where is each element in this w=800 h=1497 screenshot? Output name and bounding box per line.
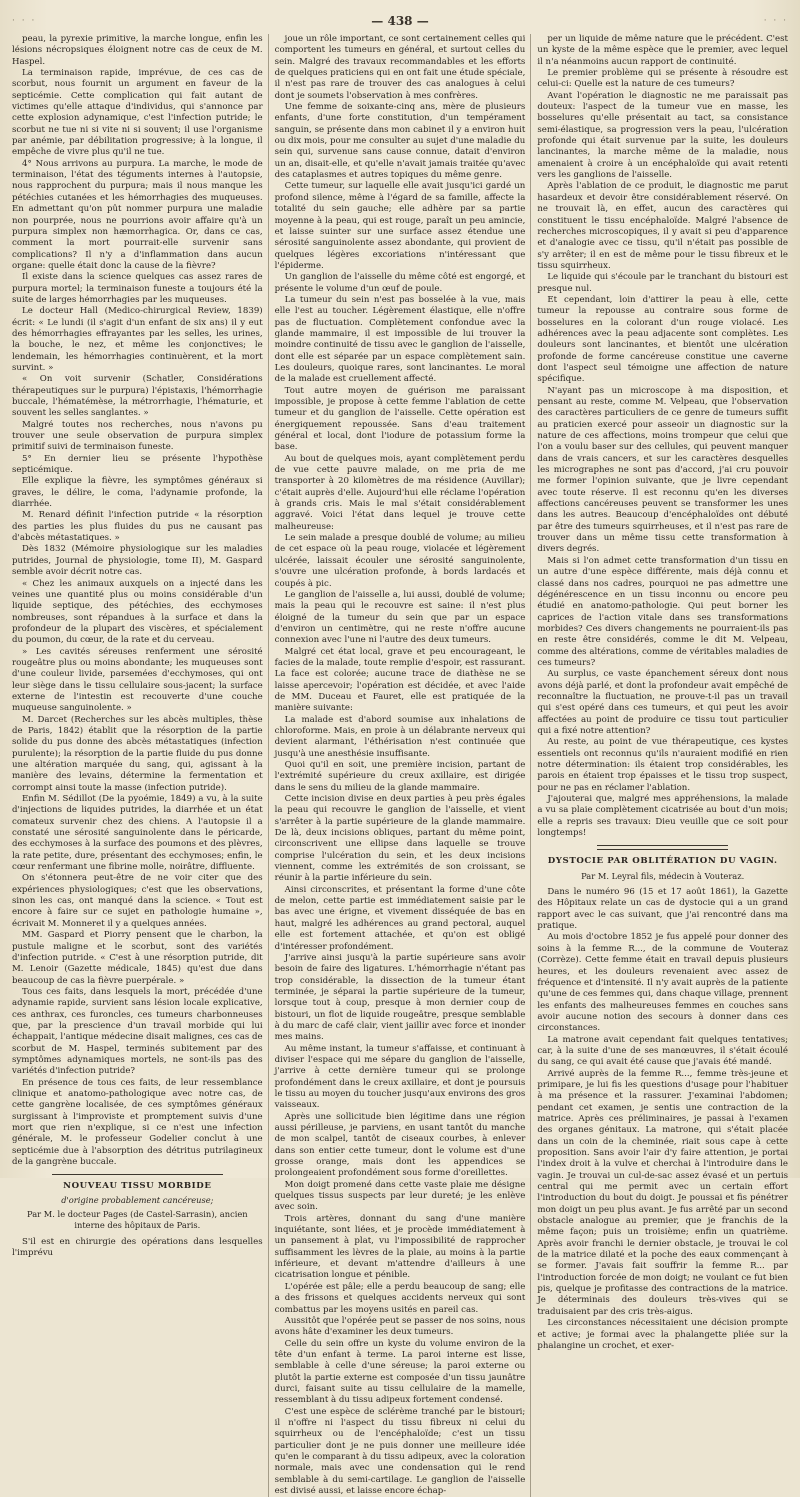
paragraph: Le premier problème qui se présente à résoudre est celui-ci: Quelle est la nature de ces tumeurs? bbox=[537, 68, 788, 90]
paragraph: Cette tumeur, sur laquelle elle avait jusqu'ici gardé un profond silence, même à l'égard de sa famille, affecte la totalité du sein gauche; elle adhère par sa partie moyenne à la peau, qui est rouge, paraît un peu amincie, et laisse suinter sur une surface assez étendue une sérosité sanguinolente assez abondante, qui provient de quelques légères excoriations n'intéressant que l'épiderme. bbox=[274, 181, 526, 271]
paragraph: Mais si l'on admet cette transformation d'un tissu en un autre d'une espèce différente, mais déjà connu et classé dans nos cadres, pourquoi ne pas admettre une dégénérescence en un tissu inconnu ou encore peu étudié en anatomo-pathologie. Qui peut borner les caprices de l'action vitale dans ses transformations morbides? Ces divers changements ne pourraient-ils pas en reste être considérés, comme le dit M. Velpeau, comme des altérations, comme de véritables maladies de ces tumeurs? bbox=[537, 555, 788, 668]
paragraph: 5° En dernier lieu se présente l'hypothèse septicémique. bbox=[12, 453, 263, 476]
header-ornament-right: · · · bbox=[763, 16, 788, 26]
paragraph: Une femme de soixante-cinq ans, mère de plusieurs enfants, d'une forte constitution, d'un tempérament sanguin, se présente dans mon cabinet il y a environ huit ou dix mois, pour me consulter au sujet d'une maladie du sein qui, survenue sans cause connue, datait d'environ un an, disait-elle, et qu'elle n'avait jamais traitée qu'avec des cataplasmes et autres topiques du même genre. bbox=[274, 102, 526, 181]
paragraph: Le sein malade a presque doublé de volume; au milieu de cet espace où la peau rouge, violacée et légèrement ulcérée, laissait écouler une sérosité sanguinolente, s'ouvre une ulcération profonde, à bords lardacés et coupés à pic. bbox=[274, 533, 526, 589]
paragraph: Au bout de quelques mois, ayant complètement perdu de vue cette pauvre malade, on me pria de me transporter à 20 kilomètres de ma résidence (Auvillar); c'était auprès d'elle. Aujourd'hui elle réclame l'opération à grands cris. Mais le mal s'était considérablement aggravé. Voici l'état dans lequel je trouve cette malheureuse: bbox=[274, 453, 526, 532]
paragraph: Au surplus, ce vaste épanchement séreux dont nous avons déjà parlé, et dont la profondeur avait empêché de reconnaître la fluctuation, ne prouve-t-il pas un travail qui s'est opéré dans ces tumeurs, et qui peut les avoir affectées au point de produire ce tissu tout particulier qui a fixé notre attention? bbox=[537, 669, 788, 736]
paragraph: La terminaison rapide, imprévue, de ces cas de scorbut, nous fournit un argument en faveur de la septicémie. Cette complication qui fait autant de victimes qu'elle attaque d'individus, qui s'annonce par cette explosion adynamique, c'est l'infection putride; le scorbut ne tue ni si vite ni si souvent; il use l'organisme par anémie, par débilitation progressive; à la longue, il empêche de vivre plus qu'il ne tue. bbox=[12, 68, 263, 158]
article-byline: Par M. le docteur Pages (de Castel-Sarrasin), ancien interne des hôpitaux de Paris. bbox=[27, 1209, 248, 1231]
paragraph: M. Darcet (Recherches sur les abcès multiples, thèse de Paris, 1842) établit que la résorption de la partie solide du pus donne des abcès métastatiques (infection purulente); la résorption de la partie fluide du pus donne une altération marquée du sang, qui, agissant à la manière des levains, détermine la fermentation et corrompt ainsi toute la masse (infection putride). bbox=[12, 714, 263, 793]
paragraph: Elle explique la fièvre, les symptômes généraux si graves, le délire, le coma, l'adynamie profonde, la diarrhée. bbox=[12, 476, 263, 510]
paragraph: Quoi qu'il en soit, une première incision, partant de l'extrémité supérieure du creux axillaire, est dirigée dans le sens du milieu de la glande mammaire. bbox=[274, 760, 526, 793]
paragraph: Malgré toutes nos recherches, nous n'avons pu trouver une seule observation de purpura simplex primitif suivi de terminaison funeste. bbox=[12, 419, 263, 453]
paragraph: S'il est en chirurgie des opérations dans lesquelles l'imprévu bbox=[12, 1236, 263, 1259]
paragraph: Aussitôt que l'opérée peut se passer de nos soins, nous avons hâte d'examiner les deux tumeurs. bbox=[274, 1315, 526, 1338]
paragraph: Malgré cet état local, grave et peu encourageant, le facies de la malade, toute remplie d'espoir, est rassurant. La face est colorée; aucune trace de diathèse ne se laisse apercevoir; l'opération est décidée, et avec l'aide de MM. Duceau et Fauret, elle est pratiquée de la manière suivante: bbox=[274, 646, 526, 714]
paragraph: La tumeur du sein n'est pas bosselée à la vue, mais elle l'est au toucher. Légèrement élastique, elle n'offre pas de fluctuation. Complètement confondue avec la glande mammaire, il est impossible de lui trouver la moindre continuité de tissu avec le ganglion de l'aisselle, dont elle est séparée par un espace complètement sain. Les douleurs, quoique rares, sont lancinantes. Le moral de la malade est cruellement affecté. bbox=[274, 294, 526, 385]
paragraph: La matrone avait cependant fait quelques tentatives; car, à la suite d'une de ses manœuvres, il s'était écoulé du sang, ce qui avait été cause que j'avais été mandé. bbox=[537, 1034, 788, 1068]
paragraph: Avant l'opération le diagnostic ne me paraissait pas douteux: l'aspect de la tumeur vue en masse, les bosselures qu'elle présentait au tact, sa consistance semi-élastique, sa progression vers la peau, l'ulcération profonde qui était survenue par la suite, les douleurs lancinantes, la marche même de la maladie, nous amenaient à croire à un encéphaloïde qui avait retenti vers les ganglions de l'aisselle. bbox=[537, 90, 788, 181]
paragraph: Il existe dans la science quelques cas assez rares de purpura mortel; la terminaison funeste a toujours été la suite de larges hémorrhagies par les muqueuses. bbox=[12, 272, 263, 305]
paragraph: « On voit survenir (Schatler, Considérations thérapeutiques sur le purpura) l'épistaxis, l'hémorrhagie buccale, l'hématémèse, la métrorrhagie, l'hématurie, et souvent les selles sanglantes. » bbox=[12, 374, 263, 419]
paragraph: Arrivé auprès de la femme R..., femme très-jeune et primipare, je lui fis les questions d'usage pour l'habituer à ma présence et la rassurer. J'examinai l'abdomen; pendant cet examen, je sentis une contraction de la matrice. Après ces préliminaires, je passai à l'examen des organes génitaux. La matrone, qui s'était placée dans un coin de la cheminée, riait sous cape à cette proposition. Sans avoir l'air d'y faire attention, je portai l'index droit à la vulve et cherchai à l'introduire dans le vagin. Je trouvai un cul-de-sac assez évasé et un pertuis central qui me permit avec un certain effort l'introduction du bout du doigt. Je poussai et fis pénétrer mon doigt un peu plus avant. Je fus arrêté par un second obstacle analogue au premier, que je franchis de la même façon; puis un troisième; enfin un quatrième. Après avoir franchi le dernier obstacle, je trouvai le col de la matrice dilaté et la poche des eaux commençant à se former. J'avais fait souffrir la femme R... par l'introduction forcée de mon doigt; ne voulant ce fut bien pis, quelque je profitasse des contractions de la matrice. Je déterminais des douleurs très-vives qui se traduisaient par des cris très-aigus. bbox=[537, 1068, 788, 1317]
paragraph: C'est une espèce de sclérème tranché par le bistouri; il n'offre ni l'aspect du tissu fibreux ni celui du squirrheux ou de l'encéphaloïde; c'est un tissu particulier dont je ne puis donner une meilleure idée qu'en le comparant à du tissu adipeux, avec la coloration normale, mais avec une condensation qui le rend semblable à du semi-cartilage. Le ganglion de l'aisselle est divisé aussi, et laisse encore échap- bbox=[274, 1406, 526, 1496]
column-3 bbox=[537, 34, 788, 1497]
paragraph: MM. Gaspard et Piorry pensent que le charbon, la pustule maligne et le scorbut, sont des variétés d'infection putride. « C'est à une résorption putride, dit M. Lenoir (Gazette médicale, 1845) qu'est due dans beaucoup de cas la fièvre puerpérale. » bbox=[12, 930, 263, 986]
page-header bbox=[12, 10, 788, 32]
paragraph: Celle du sein offre un kyste du volume environ de la tête d'un enfant à terme. La paroi interne est lisse, semblable à celle d'une séreuse; la paroi externe ou plutôt la partie externe est composée d'un tissu jaunâtre durci, faisant suite au tissu cellulaire de la mamelle, ressemblant à du tissu adipeux fortement condensé. bbox=[274, 1338, 526, 1406]
paragraph: Au mois d'octobre 1852 je fus appelé pour donner des soins à la femme R..., de la commune de Vouteraz (Corrèze). Cette femme était en travail depuis plusieurs heures, et les douleurs revenaient avec assez de fréquence et d'intensité. Il n'y avait auprès de la patiente qu'une de ces femmes qui, dans chaque village, prennent les enfants des malheureuses femmes en couches sans avoir aucune notion des secours à donner dans ces circonstances. bbox=[537, 932, 788, 1034]
paragraph: L'opérée est pâle; elle a perdu beaucoup de sang; elle a des frissons et quelques accidents nerveux qui sont combattus par les moyens usités en pareil cas. bbox=[274, 1281, 526, 1315]
paragraph: per un liquide de même nature que le précédent. C'est un kyste de la même espèce que le premier, avec lequel il n'a néanmoins aucun rapport de continuité. bbox=[537, 34, 788, 67]
paragraph: Le liquide qui s'écoule par le tranchant du bistouri est presque nul. bbox=[537, 272, 788, 294]
column-1 bbox=[12, 34, 263, 1497]
header-ornament-left: · · · bbox=[12, 16, 37, 26]
paragraph: peau, la pyrexie primitive, la marche longue, enfin les lésions nécropsiques éloignent notre cas de ceux de M. Haspel. bbox=[12, 34, 263, 67]
paragraph: Le docteur Hall (Medico-chirurgical Review, 1839) écrit: « Le lundi (il s'agit d'un enfant de six ans) il y eut des hémorrhagies effrayantes par les selles, les urines, la bouche, le nez, et même les conjonctives; le lendemain, les hémorrhagies continuèrent, et la mort survint. » bbox=[12, 306, 263, 373]
paragraph: joue un rôle important, ce sont certainement celles qui comportent les tumeurs en général, et surtout celles du sein. Malgré des travaux recommandables et les efforts de quelques praticiens qui en ont fait une étude spéciale, il n'est pas rare de trouver des cas analogues à celui dont je soumets l'observation à mes confrères. bbox=[274, 34, 526, 101]
section-title: NOUVEAU TISSU MORBIDE bbox=[63, 1181, 212, 1192]
paragraph: Après une sollicitude bien légitime dans une région aussi périlleuse, je parviens, en usant tantôt du manche de mon scalpel, tantôt de ciseaux courbes, à enlever dans son entier cette tumeur, dont le volume est d'une grosse orange, mais dont les appendices se prolongeaient profondément sous forme d'oreillettes. bbox=[274, 1111, 526, 1179]
paragraph: Au reste, au point de vue thérapeutique, ces kystes essentiels ont reconnus qu'ils n'auraient modifié en rien notre détermination: ils étaient trop considérables, les parois en étaient trop épaisses et le tissu trop suspect, pour ne pas en réclamer l'ablation. bbox=[537, 737, 788, 793]
paragraph: Trois artères, donnant du sang d'une manière inquiétante, sont liées, et je procède immédiatement à un pansement à plat, vu l'impossibilité de rapprocher suffisamment les lèvres de la plaie, au moins à la partie inférieure, et devant m'attendre d'ailleurs à une cicatrisation longue et pénible. bbox=[274, 1213, 526, 1281]
paragraph: Enfin M. Sédillot (De la pyoémie, 1849) a vu, à la suite d'injections de liquides putrides, la diarrhée et un état comateux survenir chez des chiens. A l'autopsie il a constaté une sérosité sanguinolente dans le péricarde, des ecchymoses à la surface des poumons et des plèvres, la rate petite, dure, présentant des ecchymoses; enfin, le cœur renfermant une fibrine molle, noirâtre, diffluente. bbox=[12, 794, 263, 873]
paragraph: La malade est d'abord soumise aux inhalations de chloroforme. Mais, en proie à un délabrante nerveux qui devient alarmant, l'éthérisation n'est continuée que jusqu'à une anesthésie insuffisante. bbox=[274, 714, 526, 759]
paragraph: N'ayant pas un microscope à ma disposition, et pensant au reste, comme M. Velpeau, que l'observation des caractères particuliers de ce genre de tumeurs suffit au praticien exercé pour asseoir un diagnostic sur la nature de ces affections, moins trompeur que celui que l'on a voulu baser sur des cellules, qui peuvent manquer dans de vrais cancers, et sur les caractères desquelles les micrographes ne sont pas d'accord, j'ai cru pouvoir me former l'opinion suivante, que je livre cependant avec toute réserve. Il est reconnu qu'en les diverses affections cancéreuses peuvent se transformer les unes dans les autres. Beaucoup d'encéphaloïdes ont débuté par être des tumeurs squirrheuses, et il n'est pas rare de trouver dans un même tissu cette transformation à divers degrés. bbox=[537, 385, 788, 555]
paragraph: « Chez les animaux auxquels on a injecté dans les veines une quantité plus ou moins considérable d'un liquide septique, des pétéchies, des ecchymoses nombreuses, sont répandues à la surface et dans la profondeur de la plupart des viscères, et spécialement du poumon, du cœur, de la rate et du cerveau. bbox=[12, 578, 263, 646]
text-columns bbox=[12, 34, 788, 1496]
paragraph: Les circonstances nécessitaient une décision prompte et active; je formai avec la phalangette pliée sur la phalangine un crochet, et exer- bbox=[537, 1318, 788, 1351]
paragraph: M. Renard définit l'infection putride « la résorption des parties les plus fluides du pus ne causant pas d'abcès métastatiques. » bbox=[12, 510, 263, 544]
section-divider bbox=[597, 845, 728, 850]
paragraph: J'ajouterai que, malgré mes appréhensions, la malade a vu sa plaie complètement cicatrisée au bout d'un mois; elle a repris ses travaux: Dieu veuille que ce soit pour longtemps! bbox=[537, 794, 788, 839]
paragraph: En présence de tous ces faits, de leur ressemblance clinique et anatomo-pathologique avec notre cas, de cette gangrène localisée, de ces symptômes généraux surgissant à l'improviste et promptement suivis d'une mort que rien n'explique, si ce n'est une infection générale, M. le professeur Godelier conclut à une septicémie due à l'absorption des détritus putrilagineux de la gangrène buccale. bbox=[12, 1077, 263, 1168]
section-subtitle: d'origine probablement cancéreuse; bbox=[61, 1194, 214, 1205]
page-number: — 438 — bbox=[371, 14, 429, 28]
section-divider bbox=[52, 1174, 223, 1175]
paragraph: Ainsi circonscrites, et présentant la forme d'une côte de melon, cette partie est immédiatement saisie par le bas avec une érigne, et vivement disséquée de bas en haut, malgré les adhérences au grand pectoral, auquel elle est fortement attachée, et qu'on est obligé d'intéresser profondément. bbox=[274, 884, 526, 952]
paragraph: Tous ces faits, dans lesquels la mort, précédée d'une adynamie rapide, survient sans lésion locale explicative, ces anthrax, ces furoncles, ces tumeurs charbonneuses que, par la prescience d'un travail morbide qui lui échappait, l'antique médecine disait malignes, ces cas de scorbut de M. Haspel, terminés subitement par des symptômes adynamiques mortels, ne sont-ils pas des variétés d'infection putride? bbox=[12, 986, 263, 1077]
paragraph: Et cependant, loin d'attirer la peau à elle, cette tumeur la repousse au contraire sous forme de bosselures en la colorant d'un rouge violacé. Les adhérences avec la peau adjacente sont complètes. Les douleurs sont lancinantes, et bientôt une ulcération profonde de forme cancéreuse constitue une caverne dont l'aspect seul témoigne une affection de nature spécifique. bbox=[537, 294, 788, 385]
column-2 bbox=[275, 34, 526, 1497]
paragraph: J'arrive ainsi jusqu'à la partie supérieure sans avoir besoin de faire des ligatures. L'hémorrhagie n'étant pas trop considérable, la dissection de la tumeur étant terminée, je séparai la partie supérieure de la tumeur, lorsque tout à coup, presque à mon dernier coup de bistouri, un flot de liquide rougeâtre, presque semblable à du marc de café clair, vient jaillir avec force et inonder mes mains. bbox=[274, 952, 526, 1043]
paragraph: Un ganglion de l'aisselle du même côté est engorgé, et présente le volume d'un œuf de poule. bbox=[274, 272, 526, 294]
paragraph: Après l'ablation de ce produit, le diagnostic me parut hasardeux et devoir être considérablement réservé. On ne trouvait là, en effet, aucun des caractères qui constituent le tissu encéphaloïde. Malgré l'absence de recherches microscopiques, il y avait si peu d'apparence et d'analogie avec ce tissu, qu'il n'était pas possible de s'y arrêter; il en est de même pour le tissu fibreux et le tissu squirrheux. bbox=[537, 181, 788, 271]
paragraph: Dans le numéro 96 (15 et 17 août 1861), la Gazette des Hôpitaux relate un cas de dystocie qui a un grand rapport avec le cas suivant, que j'ai rencontré dans ma pratique. bbox=[537, 887, 788, 932]
article-byline: Par M. Leyral fils, médecin à Vouteraz. bbox=[581, 870, 745, 881]
paragraph: Le ganglion de l'aisselle a, lui aussi, doublé de volume; mais la peau qui le recouvre est saine: il n'est plus éloigné de la tumeur du sein que par un espace d'environ un centimètre, qui ne reste n'offre aucune connexion avec l'une ni l'autre des deux tumeurs. bbox=[274, 589, 526, 646]
paragraph: Tout autre moyen de guérison me paraissant impossible, je propose à cette femme l'ablation de cette tumeur et du ganglion de l'aisselle. Cette opération est énergiquement repoussée. Sans d'eau traitement général et local, dont l'iodure de potassium forme la base. bbox=[274, 385, 526, 453]
paragraph: Cette incision divise en deux parties à peu près égales la peau qui recouvre le ganglion de l'aisselle, et vient s'arrêter à la partie supérieure de la glande mammaire. De là, deux incisions obliques, partant du même point, circonscrivent une ellipse dans laquelle se trouve comprise l'ulcération du sein, et les deux incisions viennent, comme les extrémités de son croissant, se réunir à la partie inférieure du sein. bbox=[274, 794, 526, 884]
paragraph: On s'étonnera peut-être de ne voir citer que des expériences physiologiques; c'est que les observations, sinon les cas, ont manqué dans la science. « Tout est encore à faire sur ce sujet en pathologie humaine », écrivait M. Monneret il y a quelques années. bbox=[12, 873, 263, 929]
paragraph: Dès 1832 (Mémoire physiologique sur les maladies putrides, Journal de physiologie, tome II), M. Gaspard semble avoir décrit notre cas. bbox=[12, 544, 263, 578]
section-title: DYSTOCIE PAR OBLITÉRATION DU VAGIN. bbox=[547, 856, 778, 867]
paragraph: Mon doigt promené dans cette vaste plaie me désigne quelques tissus suspects par leur dureté; je les enlève avec soin. bbox=[274, 1179, 526, 1213]
paragraph: » Les cavités séreuses renferment une sérosité rougeâtre plus ou moins abondante; les muqueuses sont d'une couleur livide, parsemées d'ecchymoses, qui ont leur siège dans le tissu cellulaire sous-jacent; la surface externe de l'intestin est recouverte d'une couche muqueuse sanguinolente. » bbox=[12, 646, 263, 714]
paragraph: Au même instant, la tumeur s'affaisse, et continuant à diviser l'espace qui me sépare du ganglion de l'aisselle, j'arrive à cette dernière tumeur qui se prolonge profondément dans le creux axillaire, et dont je poursuis le tissu au moyen du toucher jusqu'aux environs des gros vaisseaux. bbox=[274, 1043, 526, 1111]
paragraph: 4° Nous arrivons au purpura. La marche, le mode de terminaison, l'état des téguments internes à l'autopsie, nous rapprochent du purpura; mais il nous manque les pétéchies cutanées et les hémorrhagies des muqueuses. En admettant qu'on pût nommer purpura une maladie non pourprée, nous ne pourrions avoir affaire qu'à un purpura simplex non hæmorrhagica. Or, dans ce cas, comment la mort pourrait-elle survenir sans complications? Il n'y a d'inflammation dans aucun organe: quelle était donc la cause de la fièvre? bbox=[12, 158, 263, 271]
